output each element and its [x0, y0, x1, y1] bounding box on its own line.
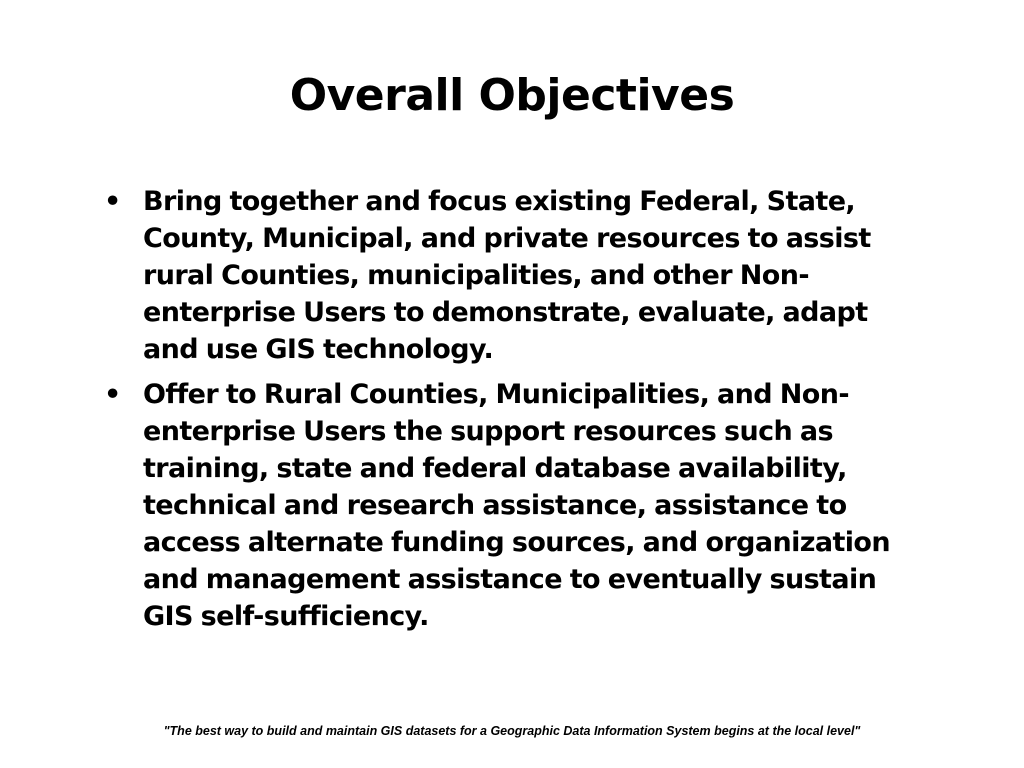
bullet-list	[98, 183, 928, 643]
bullet-item	[98, 183, 928, 368]
bullet-text: Offer to Rural Counties, Municipalities, and Non-enterprise Users the support resources such as training, state and federal database availability, technical and research assistance, assistance to access alternate funding sources, and organization and management assistance to eventually sustain GIS self-sufficiency.	[143, 379, 890, 632]
slide-title: Overall Objectives	[289, 70, 735, 121]
bullet-item	[98, 376, 928, 635]
bullet-dot-icon: •	[104, 186, 121, 217]
footer-quote: "The best way to build and maintain GIS datasets for a Geographic Data Information System begins at the local level"	[163, 724, 861, 738]
bullet-text: Bring together and focus existing Federal, State, County, Municipal, and private resources to assist rural Counties, municipalities, and other Non-enterprise Users to demonstrate, evaluate, adapt and use GIS technology.	[143, 186, 871, 365]
bullet-dot-icon: •	[104, 379, 121, 410]
